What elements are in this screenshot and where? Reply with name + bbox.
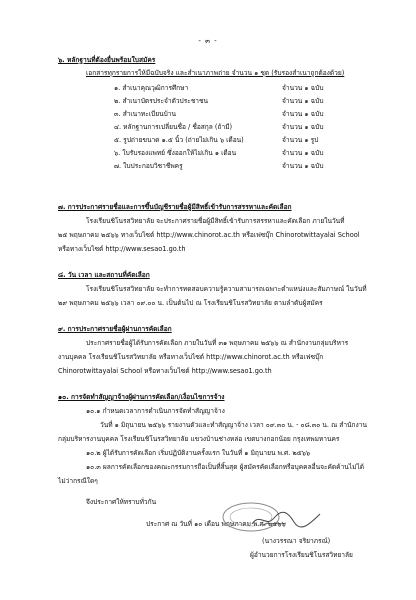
section-10-1-line-b: กลุ่มบริหารงานบุคคล โรงเรียนชิโนรสวิทยาลัย แขวงบ้านช่างหล่อ เขตบางกอกน้อย กรุงเทพมหานคร [58,435,340,443]
section-9-line-3: Chinorotwittayalai School หรือทางเว็บไซต์ http://www.sesao1.go.th [58,367,272,375]
signer-title: ผู้อำนวยการโรงเรียนชิโนรสวิทยาลัย [250,551,353,559]
section-6-heading: ๖. หลักฐานที่ต้องยื่นพร้อมใบสมัคร [58,56,156,64]
doc-item-1-qty: จำนวน ๑ ฉบับ [282,84,324,92]
section-9-line-2: งานบุคคล โรงเรียนชิโนรสวิทยาลัย หรือทางเว็บไซต์ http://www.chinorot.ac.th หรือเฟซบุ๊ก [58,353,324,361]
signer-name: (นางวรรณา จริยาภรณ์) [262,537,331,545]
doc-item-2-label: ๒. สำเนาบัตรประจำตัวประชาชน [114,97,208,105]
section-9-heading: ๙. การประกาศรายชื่อผู้ผ่านการคัดเลือก [58,325,172,333]
doc-item-6-label: ๖. ใบรับรองแพทย์ ซึ่งออกให้ไม่เกิน ๑ เดือน [114,149,237,157]
doc-item-3-qty: จำนวน ๑ ฉบับ [282,110,324,118]
section-7-line-3: หรือทางเว็บไซต์ http://www.sesao1.go.th [58,245,186,253]
section-10-1-line-a: วันที่ ๑ มิถุนายน ๒๕๖๖ รายงานตัวและทำสัญญาจ้าง เวลา ๐๙.๓๐ น. - ๐๘.๓๐ น. ณ สำนักงาน [100,421,367,429]
page-number: - ๓ - [198,37,218,45]
section-6-intro: เอกสารทุกรายการให้มีฉบับจริง และสำเนาภาพถ่าย จำนวน ๑ ชุด (รับรองสำเนาถูกต้องด้วย) [86,69,345,77]
signature-scribble [248,508,324,530]
section-9-line-1: ประกาศรายชื่อผู้ได้รับการคัดเลือก ภายในวันที่ ๓๑ พฤษภาคม ๒๕๖๖ ณ สำนักงานกลุ่มบริหาร [86,339,349,347]
section-10-2: ๑๐.๒ ผู้ได้รับการคัดเลือก เริ่มปฏิบัติงานครั้งแรก ในวันที่ ๑ มิถุนายน พ.ศ. ๒๕๖๖ [86,449,311,457]
doc-item-2-qty: จำนวน ๑ ฉบับ [282,97,324,105]
doc-item-4-label: ๔. หลักฐานการเปลี่ยนชื่อ / ชื่อสกุล (ถ้ามี) [114,123,233,131]
doc-item-1-label: ๑. สำเนาคุณวุฒิการศึกษา [114,84,189,92]
section-8-heading: ๘. วัน เวลา และสถานที่คัดเลือก [58,271,150,279]
doc-item-7-label: ๗. ใบประกอบวิชาชีพครู [114,162,183,170]
section-8-line-1: โรงเรียนชิโนรสวิทยาลัย จะทำการทดสอบความรู้ความสามารถเฉพาะตำแหน่งและสัมภาษณ์ ในวันที่ [86,285,367,293]
doc-item-7-qty: จำนวน ๑ ฉบับ [282,162,324,170]
section-7-line-2: ๒๕ พฤษภาคม ๒๕๖๖ ทางเว็บไซต์ http://www.chinorot.ac.th หรือเฟซบุ๊ก Chinorotwittayalai School [58,231,360,239]
doc-item-6-qty: จำนวน ๑ ฉบับ [282,149,324,157]
announcement-date: ประกาศ ณ วันที่ ๑๐ เดือน พฤษภาคม พ.ศ. ๒๕๖๖ [146,520,286,528]
section-8-line-2: ๒๙ พฤษภาคม ๒๕๖๖ เวลา ๐๙.๐๐ น. เป็นต้นไป ณ โรงเรียนชิโนรสวิทยาลัย ตามลำดับผู้สมัคร [58,299,323,307]
doc-item-5-label: ๕. รูปถ่ายขนาด ๑.๕ นิ้ว (ถ่ายไม่เกิน ๖ เดือน) [114,136,244,144]
section-10-heading: ๑๐. การจัดทำสัญญาจ้างผู้ผ่านการคัดเลือก/เงื่อนไขการจ้าง [58,393,225,401]
section-10-3-line-a: ๑๐.๓ ผลการคัดเลือกของคณะกรรมการถือเป็นที่สิ้นสุด ผู้สมัครคัดเลือกหรือบุคคลอื่นจะคัดค้านไม่ได้ [86,463,365,471]
section-10-3-line-b: ไม่ว่ากรณีใดๆ [58,477,98,485]
doc-item-5-qty: จำนวน ๑ รูป [282,136,319,144]
section-10-1: ๑๐.๑ กำหนดเวลาการดำเนินการจัดทำสัญญาจ้าง [86,407,225,415]
doc-item-4-qty: จำนวน ๑ ฉบับ [282,123,324,131]
doc-item-3-label: ๓. สำเนาทะเบียนบ้าน [114,110,176,118]
section-7-heading: ๗. การประกาศรายชื่อและการขึ้นบัญชีรายชื่อผู้มีสิทธิ์เข้ารับการสรรหาและคัดเลือก [58,203,292,211]
section-7-line-1: โรงเรียนชิโนรสวิทยาลัย จะประกาศรายชื่อผู้มีสิทธิ์เข้ารับการสรรหาและคัดเลือก ภายในวันที่ [86,217,345,225]
closing-announcement: จึงประกาศให้ทราบทั่วกัน [86,498,157,506]
